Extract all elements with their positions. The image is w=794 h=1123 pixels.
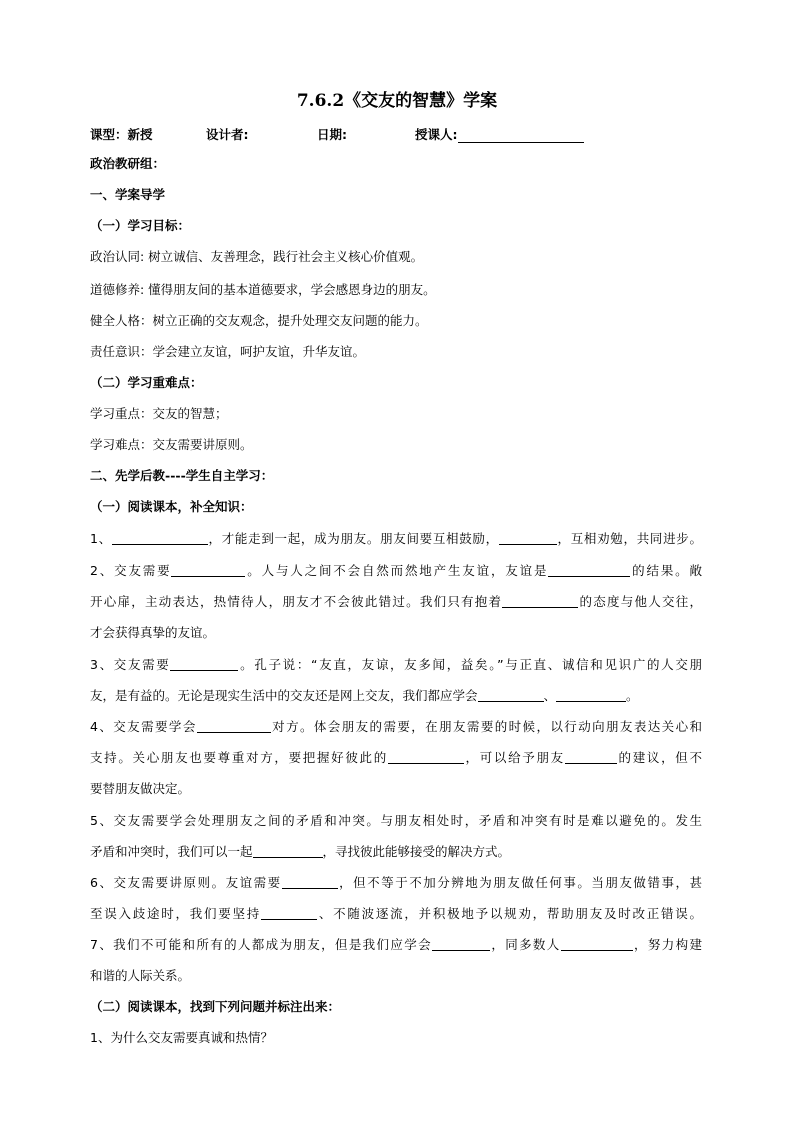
question-6-line-2: 至误入歧途时，我们要坚持 、不随波逐流，并积极地予以规劝，帮助朋友及时改正错误。 bbox=[90, 906, 702, 921]
question-7-line-1: 7、我们不可能和所有的人都成为朋友，但是我们应学会 ，同多数人 ，努力构建 bbox=[90, 937, 702, 952]
question-4-line-1: 4、交友需要学会 对方。体会朋友的需要，在朋友需要的时候，以行动向朋友表达关心和 bbox=[90, 719, 702, 734]
question-7-line-2: 和谐的人际关系。 bbox=[90, 968, 191, 983]
teacher-label: 授课人: bbox=[415, 127, 458, 142]
answer-blank[interactable] bbox=[282, 875, 338, 889]
answer-blank[interactable] bbox=[548, 563, 630, 577]
answer-blank[interactable] bbox=[556, 688, 626, 702]
goals-heading: （一）学习目标： bbox=[90, 218, 191, 233]
teacher-field bbox=[415, 125, 584, 143]
question-6-line-1: 6、交友需要讲原则。友谊需要 ，但不等于不加分辨地为朋友做任何事。当朋友做错事，甚 bbox=[90, 875, 702, 890]
answer-blank[interactable] bbox=[565, 750, 617, 764]
lesson-type: 课型：新授 bbox=[90, 127, 153, 142]
answer-blank[interactable] bbox=[253, 844, 323, 858]
answer-blank[interactable] bbox=[432, 937, 490, 951]
question-3-line-2: 友，是有益的。无论是现实生活中的交友还是网上交友，我们都应学会 、 。 bbox=[90, 688, 639, 703]
question-4-line-2: 支持。关心朋友也要尊重对方，要把握好彼此的 ，可以给予朋友 的建议，但不 bbox=[90, 750, 702, 765]
group-label: 政治教研组： bbox=[90, 156, 166, 171]
find-question-1: 1、为什么交友需要真诚和热情？ bbox=[90, 1030, 273, 1045]
question-2-line-1: 2、交友需要 。人与人之间不会自然而然地产生友谊，友谊是 的结果。敞 bbox=[90, 563, 702, 578]
question-2-line-3: 才会获得真挚的友谊。 bbox=[90, 625, 216, 640]
difficult-point: 学习难点：交友需要讲原则。 bbox=[90, 437, 253, 452]
goal-item: 责任意识：学会建立友谊，呵护友谊，升华友谊。 bbox=[90, 344, 366, 359]
goal-item: 健全人格：树立正确的交友观念，提升处理交友问题的能力。 bbox=[90, 313, 428, 328]
question-5-line-1: 5、交友需要学会处理朋友之间的矛盾和冲突。与朋友相处时，矛盾和冲突有时是难以避免的。发生 bbox=[90, 813, 702, 828]
key-heading: （二）学习重难点： bbox=[90, 375, 203, 390]
question-5-line-2: 矛盾和冲突时，我们可以一起 ，寻找彼此能够接受的解决方式。 bbox=[90, 844, 511, 859]
answer-blank[interactable] bbox=[499, 531, 557, 545]
teacher-blank bbox=[458, 128, 584, 143]
answer-blank[interactable] bbox=[478, 688, 544, 702]
question-3-line-1: 3、交友需要 。孔子说：“友直，友谅，友多闻，益矣。”与正直、诚信和见识广的人交朋 bbox=[90, 657, 703, 672]
answer-blank[interactable] bbox=[171, 563, 245, 577]
section1-heading: 一、学案导学 bbox=[90, 187, 166, 202]
goal-item: 政治认同: 树立诚信、友善理念，践行社会主义核心价值观。 bbox=[90, 249, 424, 264]
question-1: 1、 ，才能走到一起，成为朋友。朋友间要互相鼓励， ，互相劝勉，共同进步。 bbox=[90, 531, 702, 546]
page-title: 7.6.2《交友的智慧》学案 bbox=[296, 91, 498, 111]
date-label: 日期: bbox=[317, 127, 347, 142]
answer-blank[interactable] bbox=[261, 906, 317, 920]
answer-blank[interactable] bbox=[112, 531, 208, 545]
find-heading: （二）阅读课本，找到下列问题并标注出来： bbox=[90, 999, 341, 1014]
answer-blank[interactable] bbox=[197, 719, 271, 733]
answer-blank[interactable] bbox=[170, 657, 238, 671]
answer-blank[interactable] bbox=[502, 594, 578, 608]
answer-blank[interactable] bbox=[561, 937, 633, 951]
goal-item: 道德修养: 懂得朋友间的基本道德要求，学会感恩身边的朋友。 bbox=[90, 282, 436, 297]
answer-blank[interactable] bbox=[388, 750, 464, 764]
question-2-line-2: 开心扉，主动表达，热情待人，朋友才不会彼此错过。我们只有抱着 的态度与他人交往， bbox=[90, 594, 702, 609]
key-point: 学习重点：交友的智慧； bbox=[90, 406, 228, 421]
designer-label: 设计者: bbox=[206, 127, 249, 142]
read-heading: （一）阅读课本，补全知识： bbox=[90, 499, 253, 514]
question-4-line-3: 要替朋友做决定。 bbox=[90, 781, 191, 796]
section2-heading: 二、先学后教----学生自主学习： bbox=[90, 468, 274, 483]
